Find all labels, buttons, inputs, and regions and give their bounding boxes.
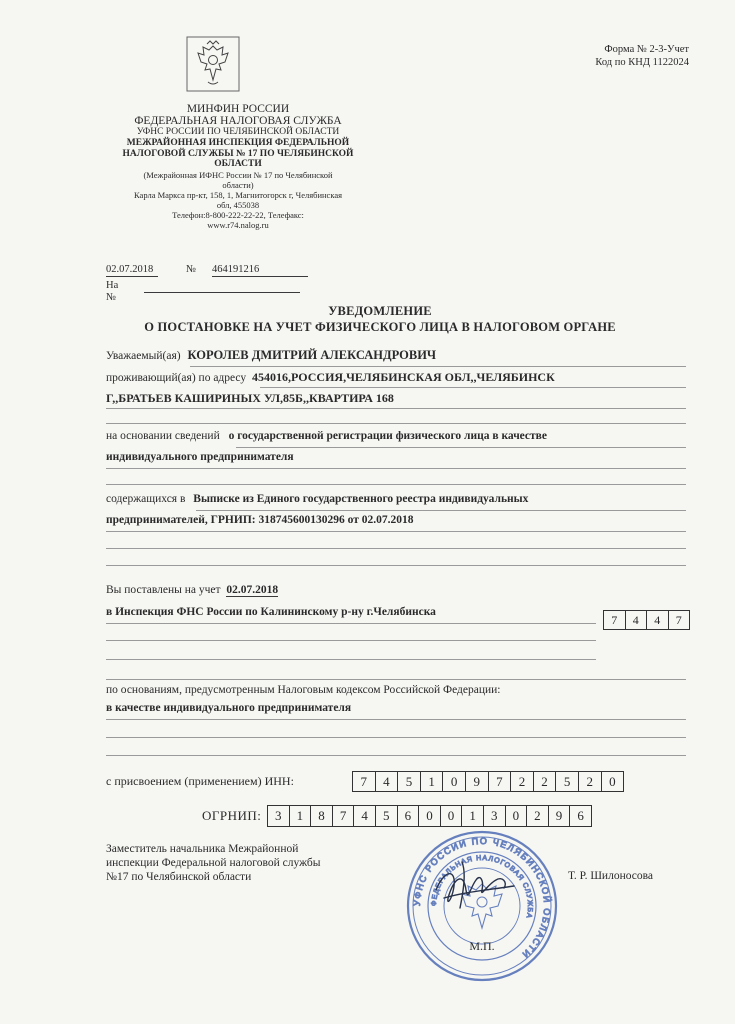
ogrnip-digit: 3 (267, 805, 290, 827)
ogrnip-digit: 5 (376, 805, 398, 827)
outgoing-number: 464191216 (212, 264, 308, 277)
inspection-name-l2: НАЛОГОВОЙ СЛУЖБЫ № 17 ПО ЧЕЛЯБИНСКОЙ (122, 148, 354, 159)
rule (106, 548, 686, 549)
ogrnip-digit: 3 (484, 805, 506, 827)
ogrnip-digit: 0 (419, 805, 441, 827)
registered-line (106, 584, 278, 596)
registered-label: Вы поставлены на учет (106, 584, 221, 596)
rule (106, 737, 686, 738)
code-digit: 4 (647, 610, 669, 630)
stamp-ring-text: УФНС РОССИИ ПО ЧЕЛЯБИНСКОЙ ОБЛАСТИ (411, 835, 553, 961)
inn-digit: 1 (421, 771, 444, 792)
rule (106, 408, 686, 409)
rule (196, 510, 686, 511)
inn-digit: 5 (556, 771, 579, 792)
issuer-address-l1: Карла Маркса пр-кт, 158, 1, Магнитогорск г, Челябинская (133, 189, 343, 200)
title-line-2: О ПОСТАНОВКЕ НА УЧЕТ ФИЗИЧЕСКОГО ЛИЦА В НАЛОГОВОМ ОРГАНЕ (144, 320, 616, 334)
basis-value-1: о государственной регистрации физического лица в качестве (228, 430, 547, 442)
inn-digit: 0 (443, 771, 466, 792)
rule (260, 387, 686, 388)
rule (106, 423, 686, 424)
taxpayer-name: КОРОЛЕВ ДМИТРИЙ АЛЕКСАНДРОВИЧ (187, 348, 437, 362)
inspection-short-l2: области) (222, 179, 254, 190)
inn-digit: 7 (352, 771, 376, 792)
rule (190, 366, 686, 367)
knd-code: Код по КНД 1122024 (595, 57, 689, 68)
basis-line-1 (106, 430, 547, 442)
ogrnip-digit: 1 (290, 805, 312, 827)
tax-office: в Инспекция ФНС России по Калининскому р-ну г.Челябинска (106, 606, 436, 618)
stamp-mark: М.П. (469, 939, 495, 953)
rule (106, 719, 686, 720)
ogrnip-digit: 9 (549, 805, 571, 827)
document-title (90, 303, 670, 335)
address-value-1: 454016,РОССИЯ,ЧЕЛЯБИНСКАЯ ОБЛ,,ЧЕЛЯБИНСК (252, 370, 555, 384)
signatory-line-3: №17 по Челябинской области (106, 871, 252, 883)
inn-boxes (352, 771, 624, 792)
inn-digit: 9 (466, 771, 489, 792)
stamp-inner-text: ФЕДЕРАЛЬНАЯ НАЛОГОВАЯ СЛУЖБА (430, 854, 534, 920)
service-name: ФЕДЕРАЛЬНАЯ НАЛОГОВАЯ СЛУЖБА (134, 114, 342, 127)
ogrnip-digit: 0 (441, 805, 463, 827)
ogrnip-digit: 4 (354, 805, 376, 827)
source-label: содержащихся в (106, 493, 186, 505)
ogrnip-digit: 6 (570, 805, 592, 827)
form-number: Форма № 2-3-Учет (604, 44, 689, 55)
rule (106, 531, 686, 532)
reply-to-label: На № (106, 280, 119, 303)
issuer-block (98, 104, 378, 230)
form-info (595, 43, 689, 69)
grounds-value: в качестве индивидуального предпринимателя (106, 702, 352, 714)
inspection-name-l3: ОБЛАСТИ (214, 159, 262, 169)
inn-digit: 2 (579, 771, 602, 792)
rule (106, 468, 686, 469)
inn-digit: 2 (534, 771, 557, 792)
issuer-phone: Телефон:8-800-222-22-22, Телефакс: (172, 209, 304, 220)
ogrnip-label: ОГРНИП: (202, 808, 262, 823)
coat-of-arms-icon (186, 36, 240, 92)
regional-office: УФНС РОССИИ ПО ЧЕЛЯБИНСКОЙ ОБЛАСТИ (136, 127, 340, 137)
number-label: № (186, 264, 197, 275)
registered-date: 02.07.2018 (226, 584, 279, 596)
address-line-1 (106, 370, 555, 385)
signatory-line-2: инспекции Федеральной налоговой службы (106, 857, 321, 869)
rule (106, 640, 596, 641)
inn-digit: 0 (602, 771, 625, 792)
tax-office-code (603, 610, 690, 630)
signatory-line-1: Заместитель начальника Межрайонной (106, 843, 299, 855)
ogrnip-boxes (267, 805, 592, 827)
ogrnip-digit: 8 (311, 805, 333, 827)
greeting-line (106, 348, 436, 363)
greeting-label: Уважаемый(ая) (106, 350, 181, 362)
rule (106, 623, 596, 624)
rule (106, 679, 686, 680)
basis-label: на основании сведений (106, 430, 220, 442)
rule (106, 484, 686, 485)
ogrnip-digit: 0 (506, 805, 528, 827)
inn-digit: 2 (511, 771, 534, 792)
outgoing-date: 02.07.2018 (106, 264, 158, 277)
issuer-site: www.r74.nalog.ru (207, 219, 269, 230)
inspection-name-l1: МЕЖРАЙОННАЯ ИНСПЕКЦИЯ ФЕДЕРАЛЬНОЙ (126, 138, 350, 148)
signatory-name: Т. Р. Шилоносова (568, 870, 654, 882)
reply-to-number (144, 280, 300, 293)
ogrnip-digit: 6 (398, 805, 420, 827)
code-digit: 4 (626, 610, 648, 630)
ogrnip-digit: 1 (462, 805, 484, 827)
address-label: проживающий(ая) по адресу (106, 372, 247, 384)
source-line-1 (106, 493, 528, 505)
inn-digit: 5 (398, 771, 421, 792)
ministry-name: МИНФИН РОССИИ (186, 103, 290, 115)
inspection-short-l1: (Межрайонная ИФНС России № 17 по Челябинской (143, 169, 333, 180)
official-stamp (404, 828, 560, 984)
inn-digit: 7 (489, 771, 512, 792)
rule (236, 447, 686, 448)
address-value-2: Г,,БРАТЬЕВ КАШИРИНЫХ УЛ,85Б,,КВАРТИРА 168 (106, 391, 394, 405)
title-line-1: УВЕДОМЛЕНИЕ (328, 304, 432, 318)
rule (106, 565, 686, 566)
code-digit: 7 (603, 610, 626, 630)
inn-label: с присвоением (применением) ИНН: (106, 774, 294, 788)
issuer-address-l2: обл, 455038 (216, 199, 260, 210)
ogrnip-digit: 7 (333, 805, 355, 827)
grounds-label: по основаниям, предусмотренным Налоговым кодексом Российской Федерации: (106, 684, 501, 696)
source-value-1: Выписке из Единого государственного реестра индивидуальных (193, 493, 529, 505)
inn-digit: 4 (376, 771, 399, 792)
source-value-2: предпринимателей, ГРНИП: 318745600130296 от 02.07.2018 (106, 514, 414, 526)
rule (106, 659, 596, 660)
signatory-position (106, 842, 320, 884)
rule (106, 755, 686, 756)
basis-value-2: индивидуального предпринимателя (106, 451, 294, 463)
code-digit: 7 (669, 610, 691, 630)
ogrnip-digit: 2 (527, 805, 549, 827)
